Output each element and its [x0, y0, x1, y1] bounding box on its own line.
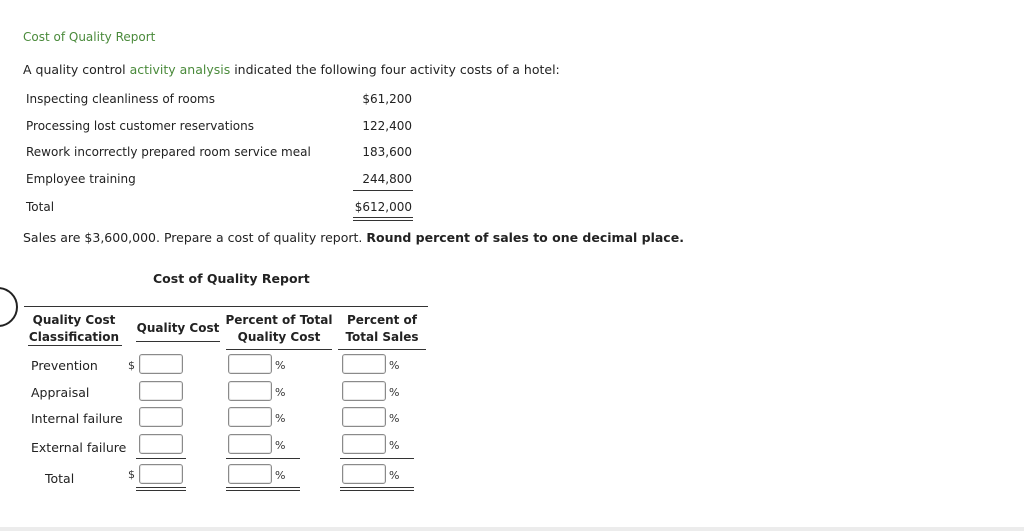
external-failure-cost-input[interactable] [139, 434, 183, 454]
header-bottom-rule [28, 345, 122, 346]
activity-amount: 122,400 [362, 119, 412, 133]
percent-sign: % [275, 386, 286, 399]
total-double-rule-top [353, 217, 413, 218]
total-double-rule [136, 490, 186, 491]
activity-label: Processing lost customer reservations [26, 119, 254, 133]
row-label-appraisal: Appraisal [31, 385, 90, 400]
percent-sign: % [275, 439, 286, 452]
percent-sign: % [389, 412, 400, 425]
activity-total-amount: $612,000 [354, 200, 412, 214]
percent-sign: % [389, 439, 400, 452]
total-top-rule [226, 458, 300, 459]
total-double-rule [340, 487, 414, 488]
header-pct-sales [338, 312, 426, 346]
total-pct-sales-input[interactable] [342, 464, 386, 484]
intro-after: indicated the following four activity costs of a hotel: [230, 62, 560, 77]
rounding-instruction: Round percent of sales to one decimal place. [366, 230, 684, 245]
sales-text: Sales are $3,600,000. Prepare a cost of quality report. [23, 230, 367, 245]
header-pct-total-line2: Quality Cost [237, 330, 321, 344]
total-double-rule [226, 487, 300, 488]
footer-bar [0, 527, 1024, 531]
internal-failure-cost-input[interactable] [139, 407, 183, 427]
activity-amount: 244,800 [362, 172, 412, 186]
activity-amount: $61,200 [362, 92, 412, 106]
percent-sign: % [275, 412, 286, 425]
header-classification [24, 312, 124, 346]
activity-label: Inspecting cleanliness of rooms [26, 92, 215, 106]
percent-sign: % [389, 359, 400, 372]
header-bottom-rule [136, 341, 220, 342]
total-double-rule [136, 487, 186, 488]
prevention-cost-input[interactable] [139, 354, 183, 374]
header-bottom-rule [338, 349, 426, 350]
total-double-rule [226, 490, 300, 491]
appraisal-pct-total-input[interactable] [228, 381, 272, 401]
appraisal-cost-input[interactable] [139, 381, 183, 401]
percent-sign: % [275, 359, 286, 372]
instructions-text [23, 230, 684, 245]
header-quality-cost: Quality Cost [136, 321, 220, 335]
dollar-sign: $ [128, 468, 135, 481]
activity-analysis-link[interactable]: activity analysis [129, 62, 231, 77]
percent-sign: % [389, 386, 400, 399]
report-header-top-rule [24, 306, 428, 307]
prevention-pct-sales-input[interactable] [342, 354, 386, 374]
collapse-toggle-circle[interactable] [0, 287, 18, 327]
subtotal-rule [353, 190, 413, 191]
prevention-pct-total-input[interactable] [228, 354, 272, 374]
percent-sign: % [389, 469, 400, 482]
row-label-prevention: Prevention [31, 358, 98, 373]
header-bottom-rule [226, 349, 332, 350]
activity-label: Rework incorrectly prepared room service meal [26, 145, 311, 159]
page-title: Cost of Quality Report [23, 30, 156, 44]
header-classification-line2: Classification [28, 330, 120, 344]
total-cost-input[interactable] [139, 464, 183, 484]
intro-text [23, 62, 560, 77]
external-failure-pct-total-input[interactable] [228, 434, 272, 454]
internal-failure-pct-sales-input[interactable] [342, 407, 386, 427]
activity-total-label: Total [26, 200, 55, 214]
header-pct-total-quality [224, 312, 334, 346]
percent-sign: % [275, 469, 286, 482]
total-double-rule [340, 490, 414, 491]
internal-failure-pct-total-input[interactable] [228, 407, 272, 427]
intro-before: A quality control [23, 62, 130, 77]
appraisal-pct-sales-input[interactable] [342, 381, 386, 401]
total-pct-total-input[interactable] [228, 464, 272, 484]
total-double-rule-bottom [353, 220, 413, 221]
header-pct-sales-line1: Percent of [346, 313, 418, 327]
row-label-total: Total [45, 471, 75, 486]
header-pct-sales-line2: Total Sales [345, 330, 419, 344]
dollar-sign: $ [128, 359, 135, 372]
total-top-rule [136, 458, 186, 459]
row-label-external-failure: External failure [31, 440, 127, 455]
row-label-internal-failure: Internal failure [31, 411, 123, 426]
activity-label: Employee training [26, 172, 136, 186]
header-classification-line1: Quality Cost [32, 313, 116, 327]
total-top-rule [340, 458, 414, 459]
report-title: Cost of Quality Report [153, 271, 310, 286]
header-pct-total-line1: Percent of Total [225, 313, 333, 327]
external-failure-pct-sales-input[interactable] [342, 434, 386, 454]
activity-amount: 183,600 [362, 145, 412, 159]
